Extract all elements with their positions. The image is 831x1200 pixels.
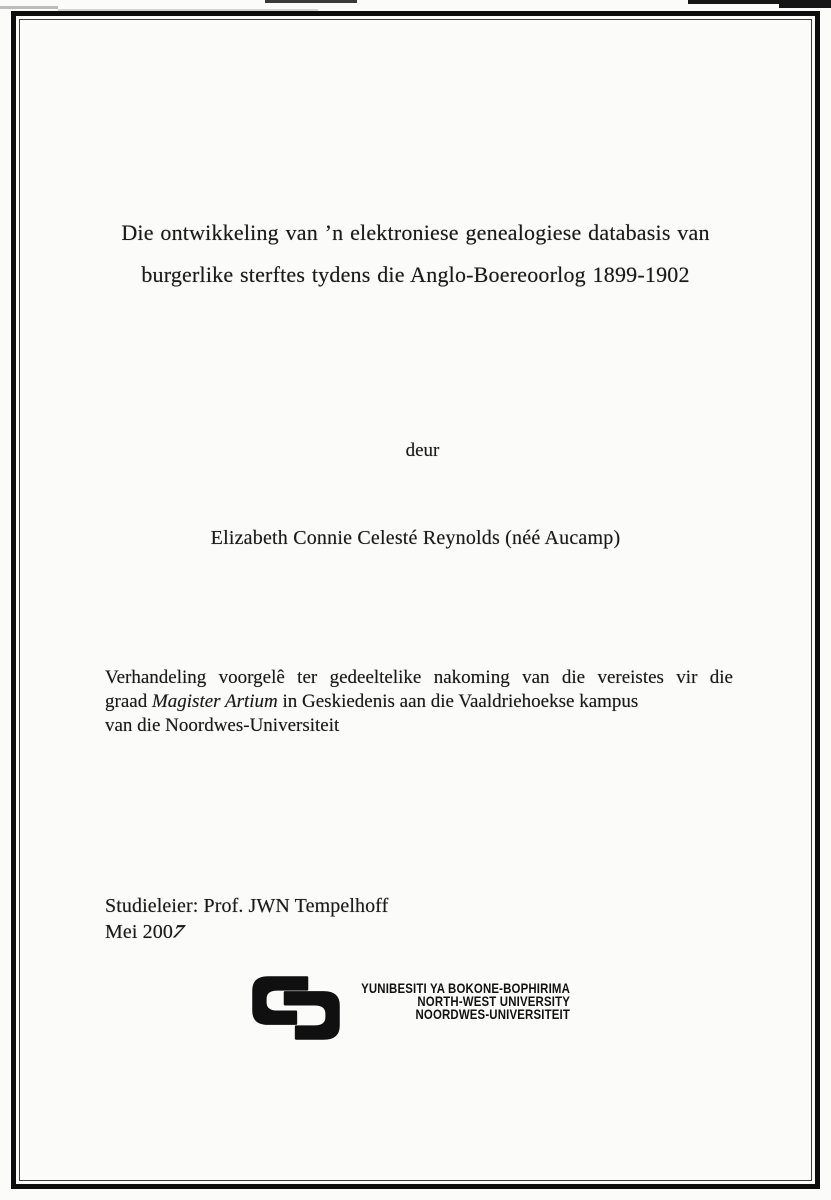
byline-deur: deur (405, 440, 440, 461)
thesis-title-line-1: Die ontwikkeling van ’n elektroniese genealogiese databasis van (121, 220, 710, 245)
scan-artifact (779, 0, 831, 8)
logo-text-line-1: YUNIBESITI YA BOKONE-BOPHIRIMA (361, 981, 570, 996)
scan-artifact (265, 0, 357, 3)
date-prefix: Mei 200 (105, 920, 173, 943)
date-digit: 7 (168, 921, 189, 942)
supervisor-line: Studieleier: Prof. JWN Tempelhoff (105, 895, 389, 917)
degree-statement (105, 666, 733, 738)
statement-line-1: Verhandeling voorgelê ter gedeeltelike nakoming van die vereistes vir die (105, 667, 733, 688)
statement-line-2-pre: graad (105, 691, 152, 712)
date-line (105, 920, 388, 946)
degree-name-italic: Magister Artium (151, 691, 278, 712)
statement-line-2-post: in Geskiedenis aan die Vaaldriehoekse kampus (277, 691, 639, 712)
author-name: Elizabeth Connie Celesté Reynolds (néé Aucamp) (210, 527, 621, 549)
thesis-title-line-2: burgerlike sterftes tydens die Anglo-Boereoorlog 1899-1902 (141, 262, 690, 287)
thesis-title (50, 212, 781, 296)
supervisor-block (105, 894, 388, 945)
nwu-logo (246, 969, 586, 1061)
statement-line-3: van die Noordwes-Universiteit (105, 715, 340, 736)
logo-text-line-3: NOORDWES-UNIVERSITEIT (415, 1007, 570, 1023)
nwu-logo-text (318, 982, 570, 1022)
statement-line-2 (105, 690, 733, 714)
scan-artifact (0, 6, 58, 9)
logo-text-line-2: NORTH-WEST UNIVERSITY (417, 994, 570, 1010)
